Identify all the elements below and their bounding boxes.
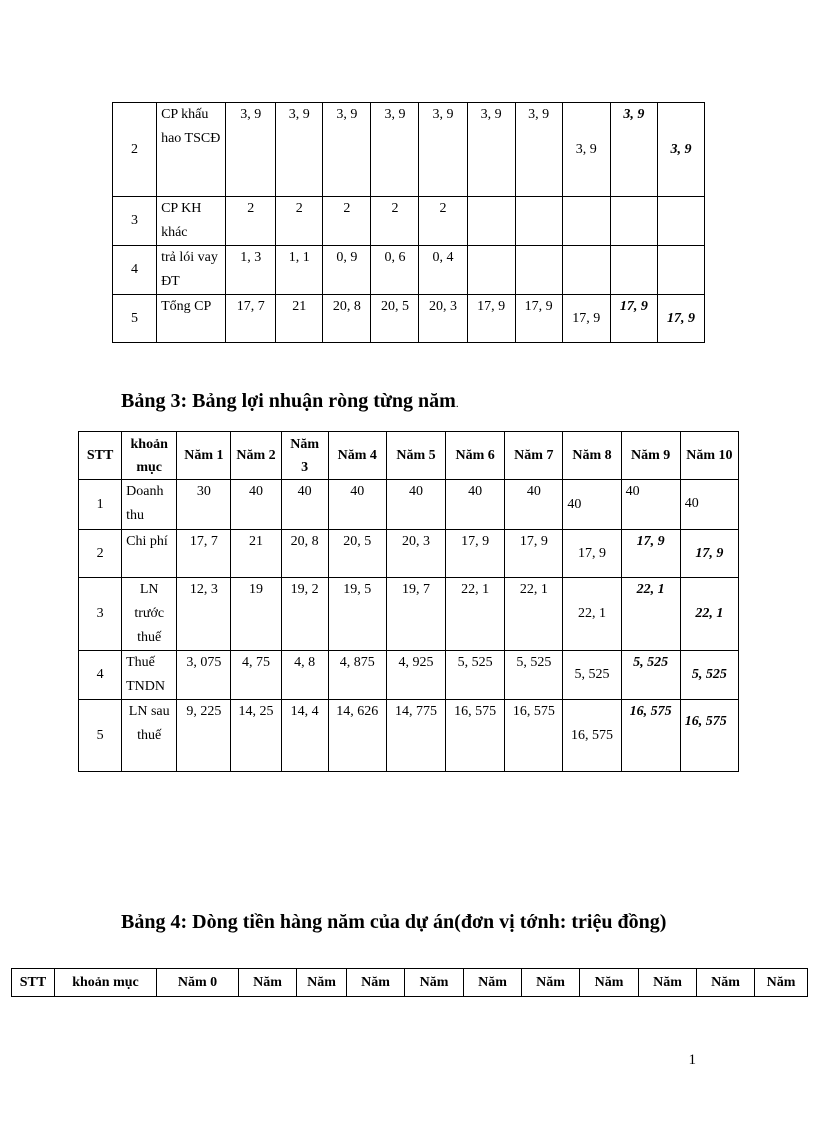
value-cell: 17, 7 — [226, 295, 276, 343]
value-cell: 3, 075 — [177, 651, 231, 700]
stt-cell: 4 — [113, 246, 157, 295]
value-cell: 2 — [419, 197, 467, 246]
table-row — [79, 700, 739, 772]
value-cell: 20, 3 — [386, 530, 445, 578]
value-cell: 16, 575 — [680, 700, 738, 772]
value-cell: 5, 525 — [680, 651, 738, 700]
value-cell: 2 — [371, 197, 419, 246]
value-cell: 16, 575 — [505, 700, 563, 772]
value-cell: 3, 9 — [467, 103, 515, 197]
stt-cell: 2 — [113, 103, 157, 197]
value-cell: 40 — [563, 480, 621, 530]
title-suffix: . — [455, 398, 459, 410]
table-row — [113, 246, 705, 295]
value-cell: 4, 8 — [281, 651, 328, 700]
stt-cell: 3 — [79, 578, 122, 651]
value-cell: 17, 9 — [446, 530, 505, 578]
value-cell: 17, 7 — [177, 530, 231, 578]
value-cell — [657, 246, 704, 295]
label-cell: Tổng CP — [157, 295, 226, 343]
value-cell: 17, 9 — [563, 530, 621, 578]
value-cell: 1, 1 — [276, 246, 323, 295]
value-cell: 5, 525 — [621, 651, 680, 700]
value-cell: 22, 1 — [680, 578, 738, 651]
cashflow-table — [11, 968, 808, 997]
column-header: Năm — [639, 969, 697, 997]
value-cell: 14, 626 — [328, 700, 386, 772]
value-cell: 3, 9 — [515, 103, 562, 197]
value-cell: 20, 3 — [419, 295, 467, 343]
value-cell: 17, 9 — [515, 295, 562, 343]
column-header: Năm — [347, 969, 405, 997]
stt-cell: 3 — [113, 197, 157, 246]
stt-cell: 2 — [79, 530, 122, 578]
table-row — [79, 530, 739, 578]
value-cell: 17, 9 — [610, 295, 657, 343]
header-row — [79, 432, 739, 480]
value-cell: 9, 225 — [177, 700, 231, 772]
value-cell: 0, 4 — [419, 246, 467, 295]
table3-title-text: Bảng 3: Bảng lợi nhuận ròng từng năm — [121, 390, 456, 412]
net-profit-table — [78, 431, 739, 772]
value-cell — [562, 197, 610, 246]
value-cell: 14, 25 — [231, 700, 281, 772]
value-cell: 20, 5 — [328, 530, 386, 578]
value-cell: 21 — [231, 530, 281, 578]
table-row — [113, 295, 705, 343]
value-cell: 40 — [621, 480, 680, 530]
value-cell: 3, 9 — [562, 103, 610, 197]
value-cell: 20, 8 — [281, 530, 328, 578]
value-cell: 14, 775 — [386, 700, 445, 772]
value-cell: 20, 8 — [323, 295, 371, 343]
value-cell: 17, 9 — [467, 295, 515, 343]
value-cell — [515, 246, 562, 295]
header-row — [12, 969, 808, 997]
table-row — [79, 578, 739, 651]
column-header: Năm 2 — [231, 432, 281, 480]
value-cell: 17, 9 — [562, 295, 610, 343]
value-cell — [515, 197, 562, 246]
value-cell: 22, 1 — [446, 578, 505, 651]
value-cell: 4, 75 — [231, 651, 281, 700]
table3-title — [121, 389, 459, 416]
value-cell: 20, 5 — [371, 295, 419, 343]
value-cell: 0, 9 — [323, 246, 371, 295]
column-header: Năm — [405, 969, 464, 997]
stt-cell: 4 — [79, 651, 122, 700]
value-cell: 2 — [276, 197, 323, 246]
table-row — [79, 651, 739, 700]
cost-table — [112, 102, 705, 343]
column-header: Năm — [755, 969, 808, 997]
column-header: Năm 9 — [621, 432, 680, 480]
value-cell: 2 — [226, 197, 276, 246]
value-cell: 22, 1 — [505, 578, 563, 651]
value-cell: 22, 1 — [563, 578, 621, 651]
column-header: STT — [79, 432, 122, 480]
value-cell: 40 — [281, 480, 328, 530]
table-row — [113, 197, 705, 246]
label-cell: trả lói vay ĐT — [157, 246, 226, 295]
column-header: Năm 0 — [157, 969, 239, 997]
column-header: Năm 7 — [505, 432, 563, 480]
value-cell: 3, 9 — [419, 103, 467, 197]
column-header: Năm — [697, 969, 755, 997]
value-cell: 19, 2 — [281, 578, 328, 651]
value-cell: 19, 7 — [386, 578, 445, 651]
value-cell — [562, 246, 610, 295]
value-cell: 0, 6 — [371, 246, 419, 295]
value-cell: 22, 1 — [621, 578, 680, 651]
column-header: Năm — [580, 969, 639, 997]
value-cell: 4, 925 — [386, 651, 445, 700]
value-cell: 14, 4 — [281, 700, 328, 772]
stt-cell: 5 — [79, 700, 122, 772]
column-header: Năm 3 — [281, 432, 328, 480]
column-header: Năm 1 — [177, 432, 231, 480]
value-cell — [657, 197, 704, 246]
label-cell: Thuế TNDN — [122, 651, 177, 700]
page-number: 1 — [688, 1052, 696, 1068]
column-header: khoản mục — [122, 432, 177, 480]
column-header: STT — [12, 969, 55, 997]
value-cell: 2 — [323, 197, 371, 246]
value-cell — [467, 197, 515, 246]
value-cell: 40 — [505, 480, 563, 530]
value-cell: 5, 525 — [563, 651, 621, 700]
value-cell: 19, 5 — [328, 578, 386, 651]
value-cell: 3, 9 — [371, 103, 419, 197]
value-cell: 30 — [177, 480, 231, 530]
value-cell: 3, 9 — [323, 103, 371, 197]
table4-title: Bảng 4: Dòng tiền hàng năm của dự án(đơn vị tớnh: triệu đồng) — [121, 911, 667, 933]
value-cell: 16, 575 — [621, 700, 680, 772]
value-cell — [610, 246, 657, 295]
column-header: Năm 5 — [386, 432, 445, 480]
value-cell: 3, 9 — [226, 103, 276, 197]
value-cell — [467, 246, 515, 295]
value-cell: 12, 3 — [177, 578, 231, 651]
column-header: Năm 8 — [563, 432, 621, 480]
value-cell: 40 — [446, 480, 505, 530]
column-header: Năm — [297, 969, 347, 997]
stt-cell: 5 — [113, 295, 157, 343]
value-cell: 17, 9 — [680, 530, 738, 578]
label-cell: CP khấu hao TSCĐ — [157, 103, 226, 197]
value-cell: 40 — [386, 480, 445, 530]
column-header: Năm 6 — [446, 432, 505, 480]
value-cell: 16, 575 — [446, 700, 505, 772]
column-header: Năm 10 — [680, 432, 738, 480]
value-cell: 5, 525 — [446, 651, 505, 700]
table-row — [113, 103, 705, 197]
value-cell: 3, 9 — [276, 103, 323, 197]
value-cell: 1, 3 — [226, 246, 276, 295]
value-cell — [610, 197, 657, 246]
label-cell: CP KH khác — [157, 197, 226, 246]
value-cell: 17, 9 — [505, 530, 563, 578]
value-cell: 3, 9 — [610, 103, 657, 197]
value-cell: 40 — [328, 480, 386, 530]
column-header: Năm — [464, 969, 522, 997]
value-cell: 19 — [231, 578, 281, 651]
value-cell: 40 — [231, 480, 281, 530]
value-cell: 17, 9 — [657, 295, 704, 343]
label-cell: LN trước thuế — [122, 578, 177, 651]
label-cell: Chi phí — [122, 530, 177, 578]
value-cell: 5, 525 — [505, 651, 563, 700]
value-cell: 40 — [680, 480, 738, 530]
column-header: Năm 4 — [328, 432, 386, 480]
value-cell: 16, 575 — [563, 700, 621, 772]
label-cell: Doanh thu — [122, 480, 177, 530]
table-row — [79, 480, 739, 530]
column-header: khoản mục — [55, 969, 157, 997]
value-cell: 4, 875 — [328, 651, 386, 700]
column-header: Năm — [239, 969, 297, 997]
value-cell: 21 — [276, 295, 323, 343]
column-header: Năm — [522, 969, 580, 997]
stt-cell: 1 — [79, 480, 122, 530]
value-cell: 3, 9 — [657, 103, 704, 197]
label-cell: LN sau thuế — [122, 700, 177, 772]
value-cell: 17, 9 — [621, 530, 680, 578]
